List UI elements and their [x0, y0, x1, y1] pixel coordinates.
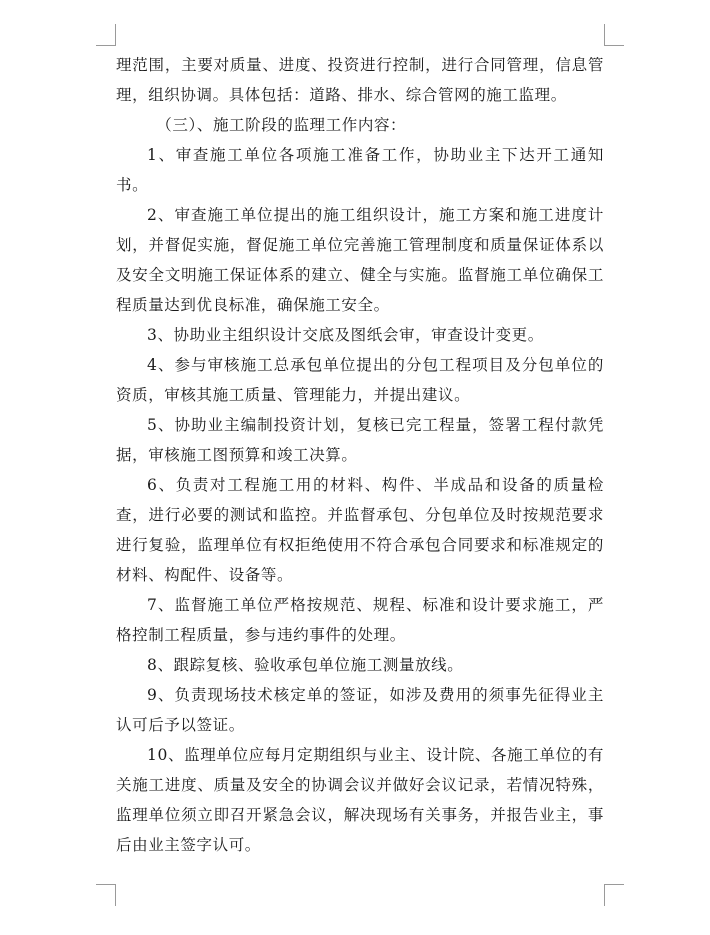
list-item: 4、参与审核施工总承包单位提出的分包工程项目及分包单位的资质，审核其施工质量、管理能力，并提出建议。: [116, 356, 604, 404]
section-heading: （三）、施工阶段的监理工作内容：: [156, 116, 407, 134]
list-item: 3、协助业主组织设计交底及图纸会审，审查设计变更。: [147, 326, 544, 344]
list-item: 10、监理单位应每月定期组织与业主、设计院、各施工单位的有关施工进度、质量及安全的协调会议并做好会议记录，若情况特殊，监理单位须立即召开紧急会议，解决现场有关事务，并报告业主，事后由业主签字认可。: [116, 746, 604, 854]
crop-mark-top-right: [604, 24, 624, 46]
list-item: 6、负责对工程施工用的材料、构件、半成品和设备的质量检查，进行必要的测试和监控。并监督承包、分包单位及时按规范要求进行复验，监理单位有权拒绝使用不符合承包合同要求和标准规定的材料、构配件、设备等。: [116, 476, 604, 584]
crop-mark-bottom-left: [96, 884, 116, 906]
list-item: 2、审查施工单位提出的施工组织设计，施工方案和施工进度计划，并督促实施，督促施工单位完善施工管理制度和质量保证体系以及安全文明施工保证体系的建立、健全与实施。监督施工单位确保工程质量达到优良标准，确保施工安全。: [116, 206, 604, 314]
list-item: 1、审查施工单位各项施工准备工作，协助业主下达开工通知书。: [116, 146, 604, 194]
document-body: [116, 50, 604, 860]
crop-mark-bottom-right: [604, 884, 624, 906]
list-item: 7、监督施工单位严格按规范、规程、标准和设计要求施工，严格控制工程质量，参与违约事件的处理。: [116, 596, 604, 644]
crop-mark-top-left: [96, 24, 116, 46]
list-item: 5、协助业主编制投资计划，复核已完工程量，签署工程付款凭据，审核施工图预算和竣工决算。: [116, 416, 604, 464]
paragraph-continuation: 理范围，主要对质量、进度、投资进行控制，进行合同管理，信息管理，组织协调。具体包括：道路、排水、综合管网的施工监理。: [116, 56, 604, 104]
list-item: 8、跟踪复核、验收承包单位施工测量放线。: [147, 656, 464, 674]
list-item: 9、负责现场技术核定单的签证，如涉及费用的须事先征得业主认可后予以签证。: [116, 686, 604, 734]
